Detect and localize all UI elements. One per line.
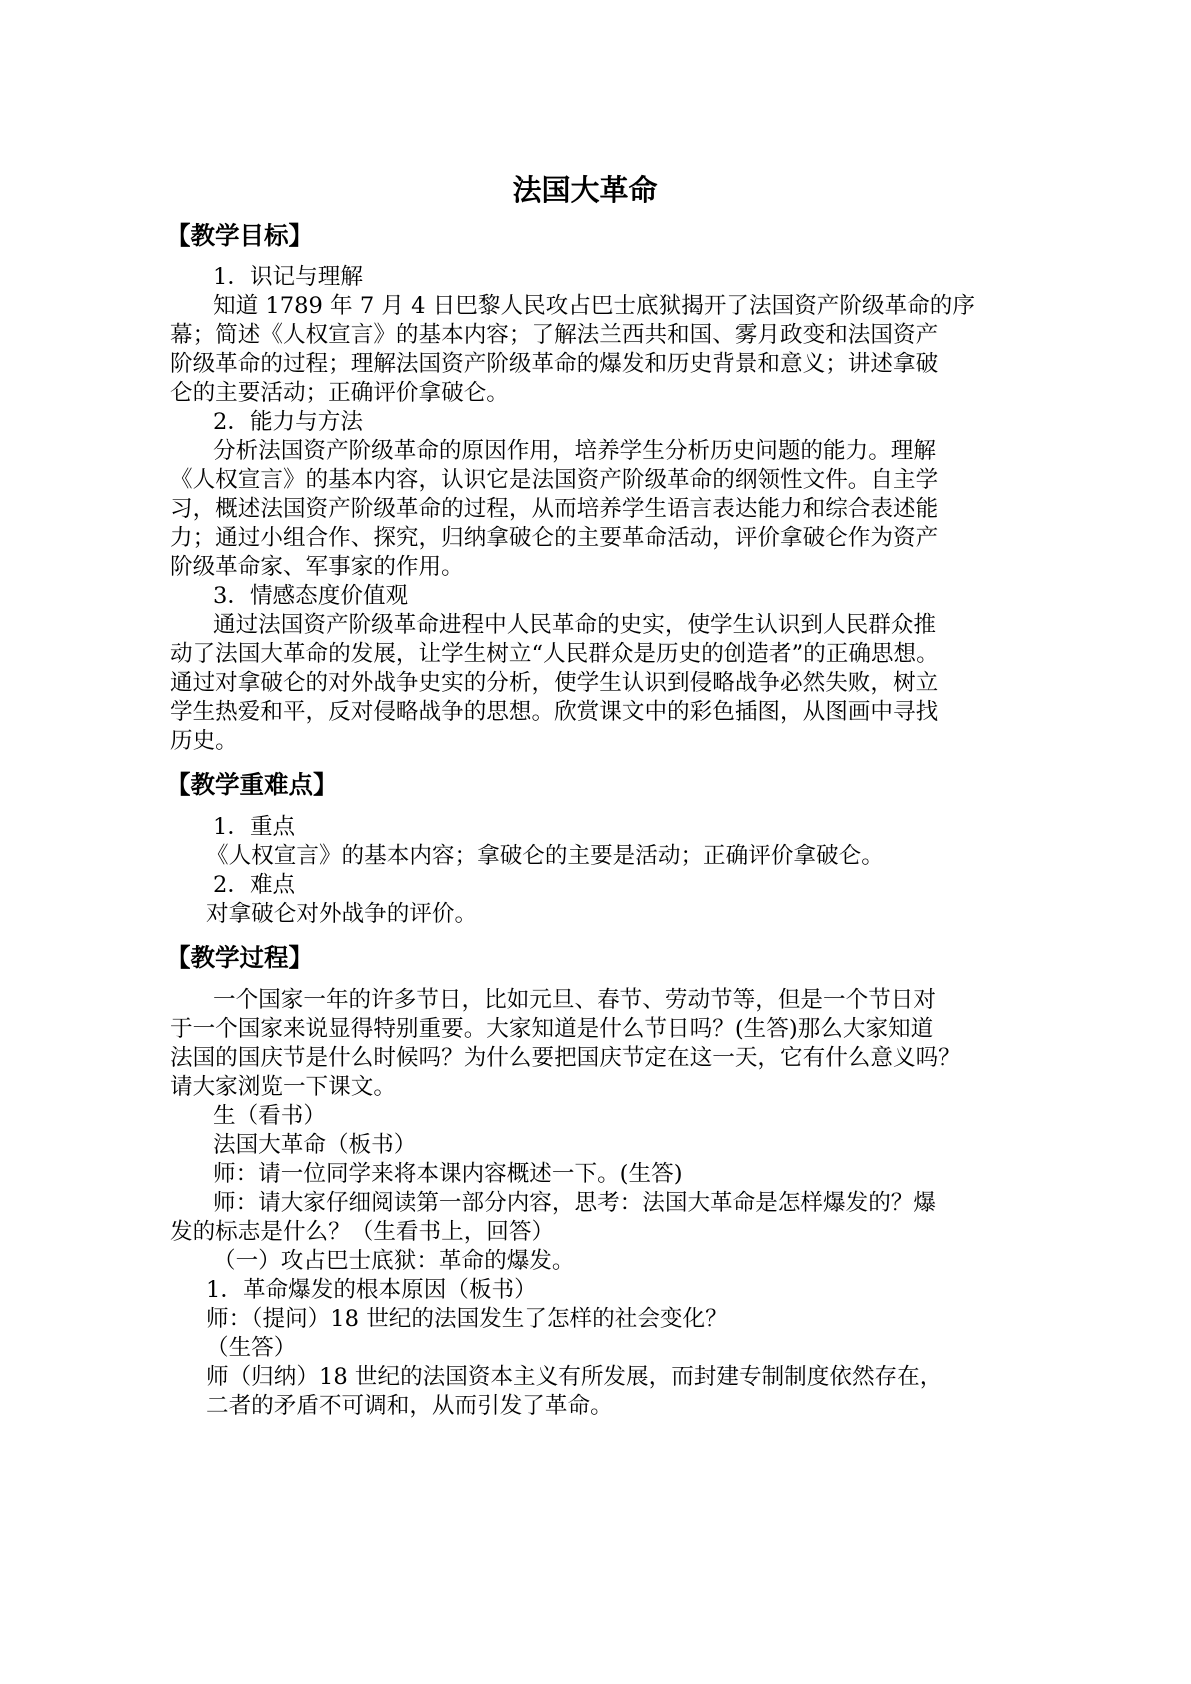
process-line: 师：请大家仔细阅读第一部分内容，思考：法国大革命是怎样爆发的？爆 — [213, 1189, 936, 1216]
process-line: 二者的矛盾不可调和，从而引发了革命。 — [206, 1392, 613, 1419]
paragraph-line: 阶级革命家、军事家的作用。 — [170, 553, 464, 580]
process-line: 发的标志是什么？（生看书上，回答） — [170, 1218, 555, 1245]
paragraph-line: 通过对拿破仑的对外战争史实的分析，使学生认识到侵略战争必然失败，树立 — [170, 669, 939, 696]
paragraph-line: 对拿破仑对外战争的评价。 — [206, 900, 478, 927]
paragraph-line: 仑的主要活动；正确评价拿破仑。 — [170, 379, 509, 406]
paragraph-line: 请大家浏览一下课文。 — [170, 1073, 396, 1100]
objectives-section — [170, 263, 1030, 756]
paragraph-line: 知道 1789 年 7 月 4 日巴黎人民攻占巴士底狱揭开了法国资产阶级革命的序 — [213, 292, 975, 319]
document-title: 法国大革命 — [512, 173, 658, 207]
key-point-label: 2．难点 — [213, 871, 296, 898]
paragraph-line: 分析法国资产阶级革命的原因作用，培养学生分析历史问题的能力。理解 — [213, 437, 936, 464]
key-point-label: 1．重点 — [213, 813, 296, 840]
process-line: 生（看书） — [213, 1102, 326, 1129]
process-line: 师：请一位同学来将本课内容概述一下。(生答) — [213, 1160, 683, 1187]
paragraph-line: 《人权宣言》的基本内容，认识它是法国资产阶级革命的纲领性文件。自主学 — [170, 466, 939, 493]
paragraph-line: 学生热爱和平，反对侵略战争的思想。欣赏课文中的彩色插图，从图画中寻找 — [170, 698, 939, 725]
process-line: 1．革命爆发的根本原因（板书） — [206, 1276, 537, 1303]
process-line: 师：（提问）18 世纪的法国发生了怎样的社会变化？ — [206, 1305, 728, 1332]
objective-label: 3．情感态度价值观 — [213, 582, 409, 609]
objective-label: 2．能力与方法 — [213, 408, 363, 435]
process-line: 法国大革命（板书） — [213, 1131, 417, 1158]
subsection-title: （一）攻占巴士底狱：革命的爆发。 — [213, 1247, 575, 1274]
objective-label: 1．识记与理解 — [213, 263, 363, 290]
key-points-section — [170, 813, 1030, 929]
section-heading-key-points: 【教学重难点】 — [166, 770, 338, 799]
paragraph-line: 通过法国资产阶级革命进程中人民革命的史实，使学生认识到人民群众推 — [213, 611, 936, 638]
section-heading-process: 【教学过程】 — [166, 943, 313, 972]
paragraph-line: 法国的国庆节是什么时候吗？为什么要把国庆节定在这一天，它有什么意义吗？ — [170, 1044, 961, 1071]
process-section — [170, 986, 1030, 1421]
paragraph-line: 力；通过小组合作、探究，归纳拿破仑的主要革命活动，评价拿破仑作为资产 — [170, 524, 939, 551]
paragraph-line: 《人权宣言》的基本内容；拿破仑的主要是活动；正确评价拿破仑。 — [206, 842, 884, 869]
paragraph-line: 一个国家一年的许多节日，比如元旦、春节、劳动节等，但是一个节日对 — [213, 986, 936, 1013]
paragraph-line: 阶级革命的过程；理解法国资产阶级革命的爆发和历史背景和意义；讲述拿破 — [170, 350, 939, 377]
process-line: （生答） — [206, 1334, 297, 1361]
paragraph-line: 于一个国家来说显得特别重要。大家知道是什么节日吗？(生答)那么大家知道 — [170, 1015, 934, 1042]
paragraph-line: 动了法国大革命的发展，让学生树立“人民群众是历史的创造者”的正确思想。 — [170, 640, 939, 667]
paragraph-line: 幕；简述《人权宣言》的基本内容；了解法兰西共和国、雾月政变和法国资产 — [170, 321, 939, 348]
section-heading-objectives: 【教学目标】 — [166, 221, 313, 250]
process-line: 师（归纳）18 世纪的法国资本主义有所发展，而封建专制制度依然存在， — [206, 1363, 943, 1390]
paragraph-line: 历史。 — [170, 727, 238, 754]
paragraph-line: 习，概述法国资产阶级革命的过程，从而培养学生语言表达能力和综合表述能 — [170, 495, 939, 522]
